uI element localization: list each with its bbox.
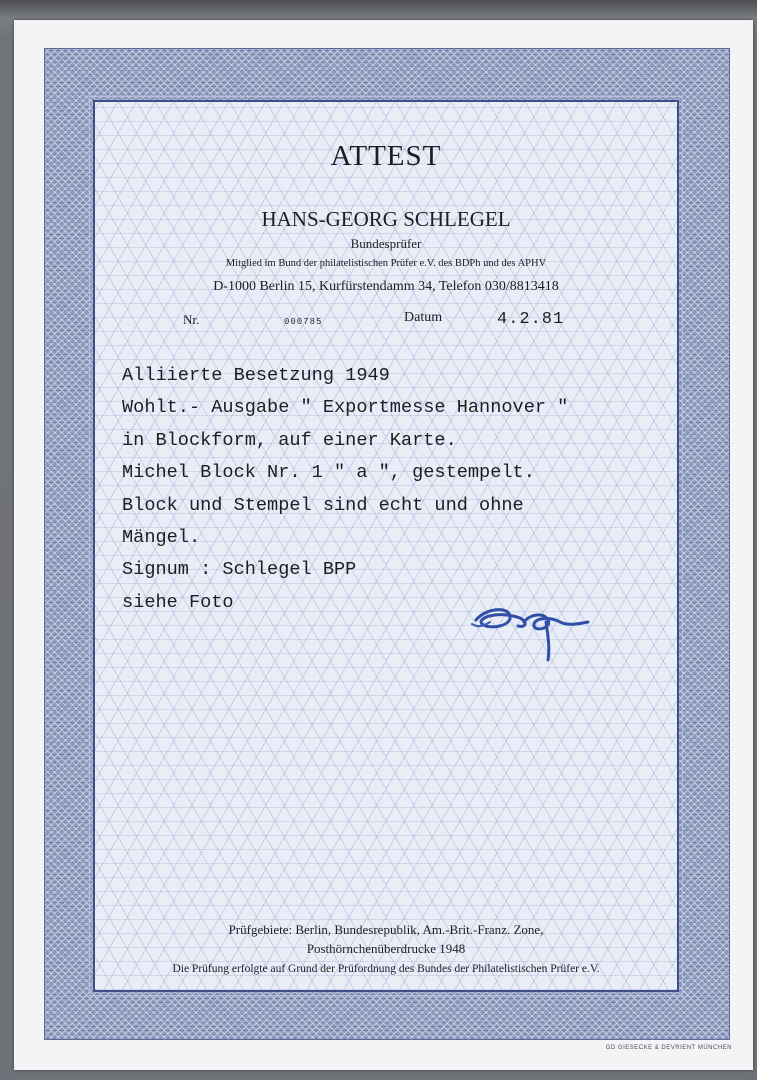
body-line: Alliierte Besetzung 1949: [122, 365, 390, 386]
certificate-title: ATTEST: [330, 140, 442, 172]
body-line: Block und Stempel sind echt und ohne: [122, 494, 524, 516]
body-line: Mängel.: [122, 526, 201, 548]
body-line: Signum : Schlegel BPP: [122, 559, 357, 581]
date-value: 4.2.81: [497, 310, 565, 329]
handwritten-signature: [468, 598, 603, 668]
examiner-name: HANS-GEORG SCHLEGEL: [261, 207, 511, 231]
body-line: siehe Foto: [122, 591, 234, 613]
footer-regulation-note: Die Prüfung erfolgte auf Grund der Prüfordnung des Bundes der Philatelistischen Prüfer e.V.: [172, 963, 600, 975]
body-line: Wohlt.- Ausgabe " Exportmesse Hannover ": [122, 397, 569, 419]
date-label: Datum: [404, 310, 443, 325]
footer-exam-areas: Prüfgebiete: Berlin, Bundesrepublik, Am.-Brit.-Franz. Zone,: [228, 922, 544, 937]
number-label: Nr.: [183, 312, 200, 327]
footer-exam-areas-cont: Posthörnchenüberdrucke 1948: [306, 941, 466, 956]
examiner-role: Bundesprüfer: [350, 236, 422, 251]
number-value: 000785: [284, 317, 323, 327]
address-line: D-1000 Berlin 15, Kurfürstendamm 34, Telefon 030/8813418: [213, 279, 559, 294]
certificate-body: [122, 365, 568, 624]
printer-imprint: GD GIESECKE & DEVRIENT MÜNCHEN: [605, 1045, 732, 1051]
body-line: Michel Block Nr. 1 " a ", gestempelt.: [122, 462, 535, 484]
body-line: in Blockform, auf einer Karte.: [122, 429, 457, 451]
membership-line: Mitglied im Bund der philatelistischen Prüfer e.V. des BDPh und des APHV: [225, 258, 547, 269]
